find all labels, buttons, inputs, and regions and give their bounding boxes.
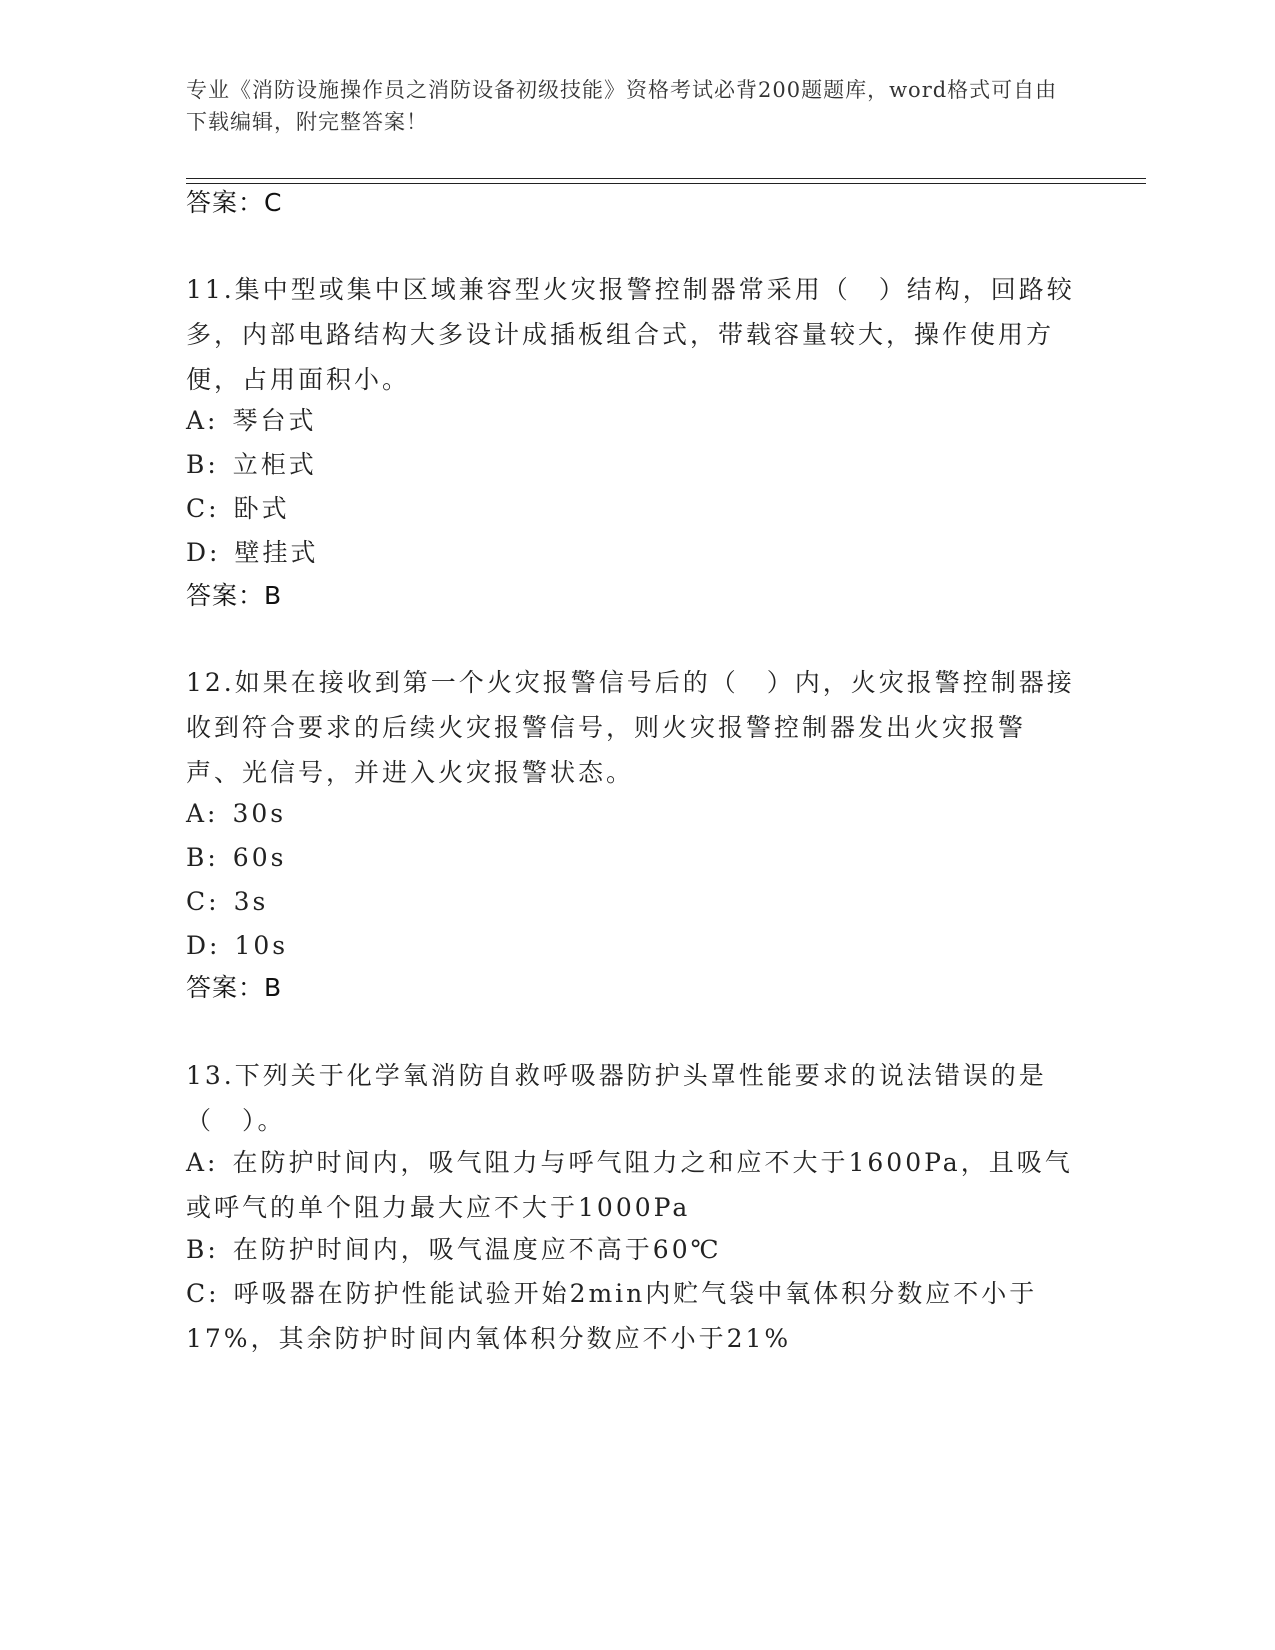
option-text: 3s [233,887,269,916]
question-12-option-d [186,923,1076,968]
question-12-option-a [186,791,1076,836]
question-13-stem: 13.下列关于化学氧消防自救呼吸器防护头罩性能要求的说法错误的是（ ）。 [186,1061,1047,1135]
header-rule-bottom [186,183,1146,184]
question-12-stem: 12.如果在接收到第一个火灾报警信号后的（ ）内，火灾报警控制器接收到符合要求的后续火灾报警信号，则火灾报警控制器发出火灾报警声、光信号，并进入火灾报警状态。 [186,668,1075,787]
answer-label-q10: 答案：C [186,188,283,217]
option-text: 60s [232,843,287,872]
question-12-option-c [186,879,1076,924]
question-12-option-b [186,835,1076,880]
option-key: C: [186,1279,220,1308]
question-13-option-b [186,1227,1076,1272]
option-key: B: [186,450,219,479]
option-text: 琴台式 [232,406,317,435]
question-11-option-c [186,486,1076,531]
question-13-option-a [186,1140,1076,1230]
option-key: A: [186,406,219,435]
option-key: D: [186,538,221,567]
question-13-option-c [186,1271,1076,1361]
option-text: 10s [234,931,289,960]
option-text: 30s [232,799,287,828]
header-rule-top [186,178,1146,179]
option-text: 立柜式 [232,450,317,479]
option-text: 在防护时间内，吸气温度应不高于60℃ [232,1235,722,1264]
option-text: 卧式 [233,494,290,523]
question-12-answer: 答案：B [186,973,283,1002]
option-key: A: [186,1148,219,1177]
option-text: 在防护时间内，吸气阻力与呼气阻力之和应不大于1600Pa，且吸气或呼气的单个阻力最大应不大于1000Pa [186,1148,1073,1222]
question-11-option-a [186,398,1076,443]
question-11-answer: 答案：B [186,581,283,610]
option-key: C: [186,494,220,523]
option-key: C: [186,887,220,916]
option-text: 呼吸器在防护性能试验开始2min内贮气袋中氧体积分数应不小于17%，其余防护时间内氧体积分数应不小于21% [186,1279,1038,1353]
document-header: 专业《消防设施操作员之消防设备初级技能》资格考试必背200题题库，word格式可自由下载编辑，附完整答案！ [186,78,1058,134]
option-key: D: [186,931,221,960]
question-11-stem: 11.集中型或集中区域兼容型火灾报警控制器常采用（ ）结构，回路较多，内部电路结构大多设计成插板组合式，带载容量较大，操作使用方便，占用面积小。 [186,275,1075,394]
option-key: B: [186,843,219,872]
question-11-option-b [186,442,1076,487]
question-11-option-d [186,530,1076,575]
option-key: A: [186,799,219,828]
option-text: 壁挂式 [234,538,319,567]
option-key: B: [186,1235,219,1264]
